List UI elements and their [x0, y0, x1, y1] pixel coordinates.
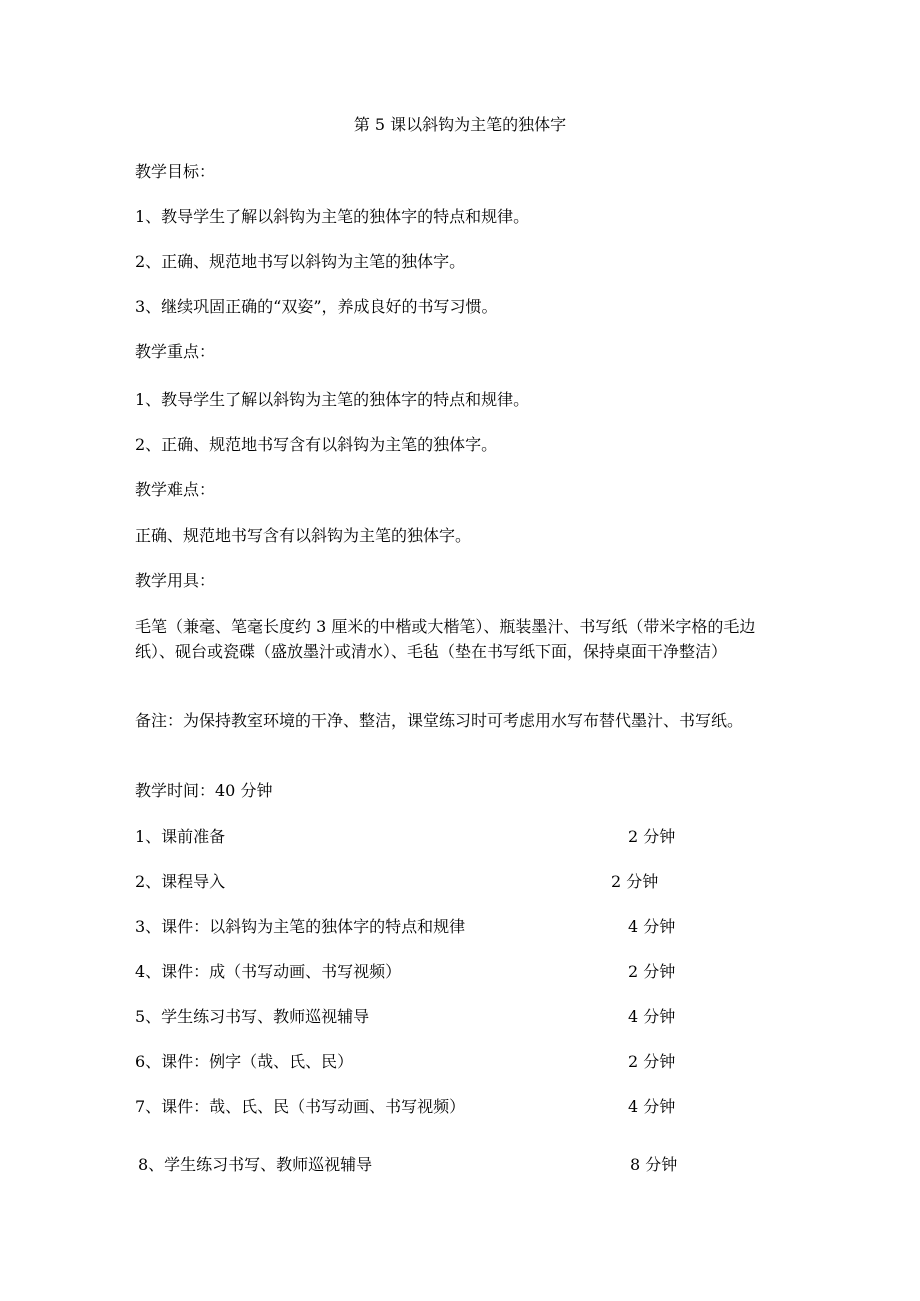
- tools-text: 毛笔（兼毫、笔毫长度约 3 厘米的中楷或大楷笔）、瓶装墨汁、书写纸（带米字格的毛边纸）、砚台或瓷碟（盛放墨汁或清水）、毛毡（垫在书写纸下面，保持桌面干净整洁）: [135, 617, 756, 661]
- tools-heading: 教学用具：: [135, 571, 216, 590]
- schedule-item-time: 8 分钟: [630, 1155, 678, 1174]
- schedule-item-time: 2 分钟: [611, 872, 659, 891]
- document-title: 第 5 课以斜钩为主笔的独体字: [353, 115, 567, 134]
- objectives-heading: 教学目标：: [135, 162, 216, 181]
- schedule-item-label: 4、课件：成（书写动画、书写视频）: [135, 962, 402, 981]
- schedule-item-time: 2 分钟: [628, 1052, 676, 1071]
- schedule-item-label: 3、课件：以斜钩为主笔的独体字的特点和规律: [135, 917, 466, 936]
- schedule-item-time: 4 分钟: [628, 917, 676, 936]
- objective-item-2: 2、正确、规范地书写以斜钩为主笔的独体字。: [135, 252, 466, 271]
- schedule-item-time: 4 分钟: [628, 1007, 676, 1026]
- keypoint-item-1: 1、教导学生了解以斜钩为主笔的独体字的特点和规律。: [135, 390, 530, 409]
- schedule-item-time: 2 分钟: [628, 962, 676, 981]
- objective-item-3: 3、继续巩固正确的“双姿”，养成良好的书写习惯。: [135, 297, 498, 316]
- schedule-item-time: 4 分钟: [628, 1097, 676, 1116]
- note-text: 备注：为保持教室环境的干净、整洁，课堂练习时可考虑用水写布替代墨汁、书写纸。: [135, 711, 744, 730]
- keypoints-heading: 教学重点：: [135, 342, 216, 361]
- schedule-item-label: 7、课件：哉、氏、民（书写动画、书写视频）: [135, 1097, 466, 1116]
- keypoint-item-2: 2、正确、规范地书写含有以斜钩为主笔的独体字。: [135, 435, 498, 454]
- schedule-item-label: 2、课程导入: [135, 872, 226, 891]
- difficulty-text: 正确、规范地书写含有以斜钩为主笔的独体字。: [135, 526, 472, 545]
- duration-text: 教学时间：40 分钟: [135, 781, 273, 800]
- difficulty-heading: 教学难点：: [135, 480, 216, 499]
- schedule-item-label: 6、课件：例字（哉、氏、民）: [135, 1052, 354, 1071]
- objective-item-1: 1、教导学生了解以斜钩为主笔的独体字的特点和规律。: [135, 207, 530, 226]
- schedule-item-label: 8、学生练习书写、教师巡视辅导: [138, 1155, 373, 1174]
- schedule-item-time: 2 分钟: [628, 827, 676, 846]
- schedule-item-label: 5、学生练习书写、教师巡视辅导: [135, 1007, 370, 1026]
- schedule-item-label: 1、课前准备: [135, 827, 226, 846]
